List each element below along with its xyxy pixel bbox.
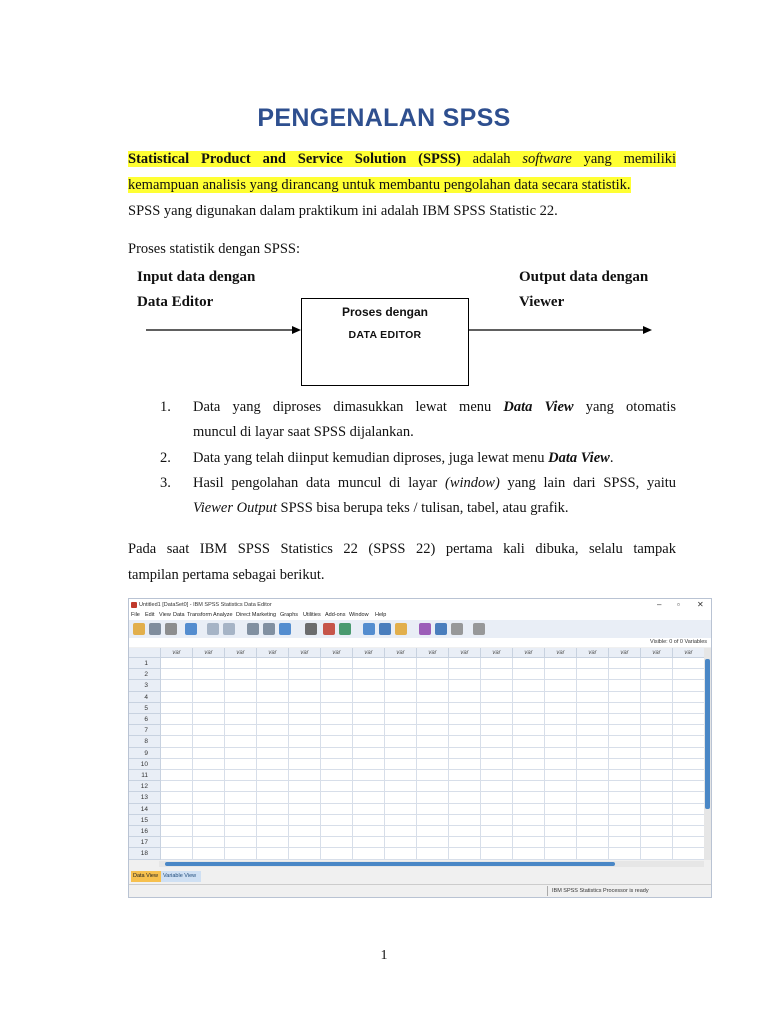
column-header[interactable]: var xyxy=(257,648,289,658)
menu-file[interactable]: File xyxy=(131,612,140,618)
column-header[interactable]: var xyxy=(193,648,225,658)
row-header[interactable]: 1 xyxy=(129,658,161,669)
visible-variables-text: Visible: 0 of 0 Variables xyxy=(650,639,707,645)
list-text: Data yang telah diinput kemudian diproses, juga lewat menu xyxy=(193,450,549,466)
row-header[interactable]: 14 xyxy=(129,804,161,815)
spss-app-icon xyxy=(131,602,137,608)
insert-variable-icon[interactable] xyxy=(339,623,351,635)
row-header[interactable]: 9 xyxy=(129,748,161,759)
list-text: Data yang diproses dimasukkan lewat menu xyxy=(193,399,504,415)
page-number: 1 xyxy=(380,948,388,963)
list-text: . xyxy=(609,450,614,466)
list-emphasis: Data View xyxy=(548,450,610,466)
intro-paragraph xyxy=(128,146,676,224)
horizontal-scroll-thumb[interactable] xyxy=(165,862,615,866)
column-header[interactable]: var xyxy=(417,648,449,658)
row-header[interactable]: 6 xyxy=(129,714,161,725)
row-header[interactable]: 5 xyxy=(129,703,161,714)
visible-variables xyxy=(129,638,711,647)
spelling-icon[interactable] xyxy=(473,623,485,635)
menu-utilities[interactable]: Utilities xyxy=(303,612,321,618)
row-header[interactable]: 11 xyxy=(129,770,161,781)
spss-titlebar xyxy=(129,599,711,611)
goto-variable-icon[interactable] xyxy=(263,623,275,635)
closing-line1: Pada saat IBM SPSS Statistics 22 (SPSS 22) pertama kali dibuka, selalu tampak xyxy=(128,541,676,557)
column-header[interactable]: var xyxy=(385,648,417,658)
close-icon[interactable]: ✕ xyxy=(697,600,704,609)
spss-toolbar xyxy=(129,620,711,639)
closing-paragraph xyxy=(128,536,676,588)
menu-window[interactable]: Window xyxy=(349,612,369,618)
select-cases-icon[interactable] xyxy=(395,623,407,635)
row-header[interactable]: 12 xyxy=(129,781,161,792)
list-item xyxy=(160,471,676,521)
insert-cases-icon[interactable] xyxy=(323,623,335,635)
maximize-icon[interactable]: ▫ xyxy=(677,600,680,609)
input-arrow xyxy=(146,326,301,334)
input-label-line2: Data Editor xyxy=(137,294,214,310)
menu-edit[interactable]: Edit xyxy=(145,612,155,618)
row-header[interactable]: 18 xyxy=(129,848,161,859)
row-header[interactable]: 15 xyxy=(129,815,161,826)
column-header[interactable]: var xyxy=(289,648,321,658)
column-header[interactable]: var xyxy=(673,648,705,658)
row-header[interactable]: 17 xyxy=(129,837,161,848)
column-header[interactable]: var xyxy=(353,648,385,658)
row-header[interactable]: 10 xyxy=(129,759,161,770)
output-label-line1: Output data dengan xyxy=(519,269,649,285)
menu-data[interactable]: Data xyxy=(173,612,185,618)
find-icon[interactable] xyxy=(305,623,317,635)
list-text: Hasil pengolahan data muncul di layar xyxy=(193,475,445,491)
column-header[interactable]: var xyxy=(641,648,673,658)
flow-arrows xyxy=(140,320,660,340)
intro-term: Statistical Product and Service Solution (SPSS) xyxy=(128,151,461,167)
list-number: 2. xyxy=(160,450,171,466)
row-header[interactable]: 2 xyxy=(129,669,161,680)
status-text: IBM SPSS Statistics Processor is ready xyxy=(552,888,649,894)
output-label xyxy=(519,265,648,315)
spss-window-screenshot xyxy=(128,598,712,898)
row-header[interactable]: 16 xyxy=(129,826,161,837)
grid-corner xyxy=(129,648,161,658)
menu-graphs[interactable]: Graphs xyxy=(280,612,299,618)
closing-line2: tampilan pertama sebagai berikut. xyxy=(128,567,325,583)
intro-software: software xyxy=(522,151,572,167)
list-item xyxy=(160,395,676,445)
process-box xyxy=(301,298,469,386)
menu-analyze[interactable]: Analyze xyxy=(213,612,233,618)
row-header[interactable]: 8 xyxy=(129,736,161,747)
list-text: yang otomatis xyxy=(573,399,676,415)
list-emphasis: (window) xyxy=(445,475,500,491)
value-labels-icon[interactable] xyxy=(419,623,431,635)
column-header[interactable]: var xyxy=(449,648,481,658)
process-intro: Proses statistik dengan SPSS: xyxy=(128,241,301,257)
spss-window-title: Untitled1 [DataSet0] - IBM SPSS Statistics Data Editor xyxy=(139,602,272,608)
column-header[interactable]: var xyxy=(577,648,609,658)
split-file-icon[interactable] xyxy=(363,623,375,635)
redo-icon[interactable] xyxy=(223,623,235,635)
row-header[interactable]: 4 xyxy=(129,692,161,703)
menu-help[interactable]: Help xyxy=(375,612,387,618)
row-header[interactable]: 13 xyxy=(129,792,161,803)
input-label xyxy=(137,265,255,315)
variables-icon[interactable] xyxy=(279,623,291,635)
list-number: 1. xyxy=(160,399,171,415)
output-arrow xyxy=(469,326,652,334)
output-label-line2: Viewer xyxy=(519,294,565,310)
dialog-recall-icon[interactable] xyxy=(185,623,197,635)
menu-direct-marketing[interactable]: Direct Marketing xyxy=(236,612,277,618)
spss-menubar xyxy=(129,611,711,620)
minimize-icon[interactable]: – xyxy=(657,600,662,609)
column-header[interactable]: var xyxy=(161,648,193,658)
column-header[interactable]: var xyxy=(481,648,513,658)
list-number: 3. xyxy=(160,475,171,491)
process-box-line1: Proses dengan xyxy=(341,305,429,319)
tab-variable-view[interactable]: Variable View xyxy=(161,871,201,882)
intro-line3: SPSS yang digunakan dalam praktikum ini adalah IBM SPSS Statistic 22. xyxy=(128,203,558,219)
input-label-line1: Input data dengan xyxy=(137,269,256,285)
list-emphasis: Viewer Output xyxy=(193,500,277,516)
list-emphasis: Data View xyxy=(503,399,574,415)
column-header[interactable]: var xyxy=(513,648,545,658)
row-header[interactable]: 3 xyxy=(129,680,161,691)
use-sets-icon[interactable] xyxy=(435,623,447,635)
data-grid[interactable] xyxy=(129,648,704,860)
list-item xyxy=(160,446,676,471)
menu-add-ons[interactable]: Add-ons xyxy=(325,612,346,618)
list-text: muncul di layar saat SPSS dijalankan. xyxy=(193,424,414,440)
intro-text: adalah xyxy=(460,151,523,167)
intro-text: yang memiliki xyxy=(571,151,677,167)
view-tabs xyxy=(129,869,711,883)
column-header[interactable]: var xyxy=(609,648,641,658)
status-bar xyxy=(129,884,711,898)
list-text: SPSS bisa berupa teks / tulisan, tabel, atau grafik. xyxy=(276,500,569,516)
save-icon[interactable] xyxy=(149,623,161,635)
weight-cases-icon[interactable] xyxy=(379,623,391,635)
vertical-scroll-thumb[interactable] xyxy=(705,659,710,809)
menu-view[interactable]: View xyxy=(159,612,171,618)
tab-data-view[interactable]: Data View xyxy=(131,871,163,882)
goto-case-icon[interactable] xyxy=(247,623,259,635)
process-box-line2: DATA EDITOR xyxy=(348,329,422,341)
print-icon[interactable] xyxy=(165,623,177,635)
column-header[interactable]: var xyxy=(225,648,257,658)
page-title: PENGENALAN SPSS xyxy=(257,104,511,132)
column-header[interactable]: var xyxy=(321,648,353,658)
menu-transform[interactable]: Transform xyxy=(187,612,212,618)
list-text: yang lain dari SPSS, yaitu xyxy=(499,475,676,491)
open-icon[interactable] xyxy=(133,623,145,635)
show-all-icon[interactable] xyxy=(451,623,463,635)
row-header[interactable]: 7 xyxy=(129,725,161,736)
intro-line2: kemampuan analisis yang dirancang untuk membantu pengolahan data secara statistik. xyxy=(128,177,631,193)
undo-icon[interactable] xyxy=(207,623,219,635)
column-header[interactable]: var xyxy=(545,648,577,658)
